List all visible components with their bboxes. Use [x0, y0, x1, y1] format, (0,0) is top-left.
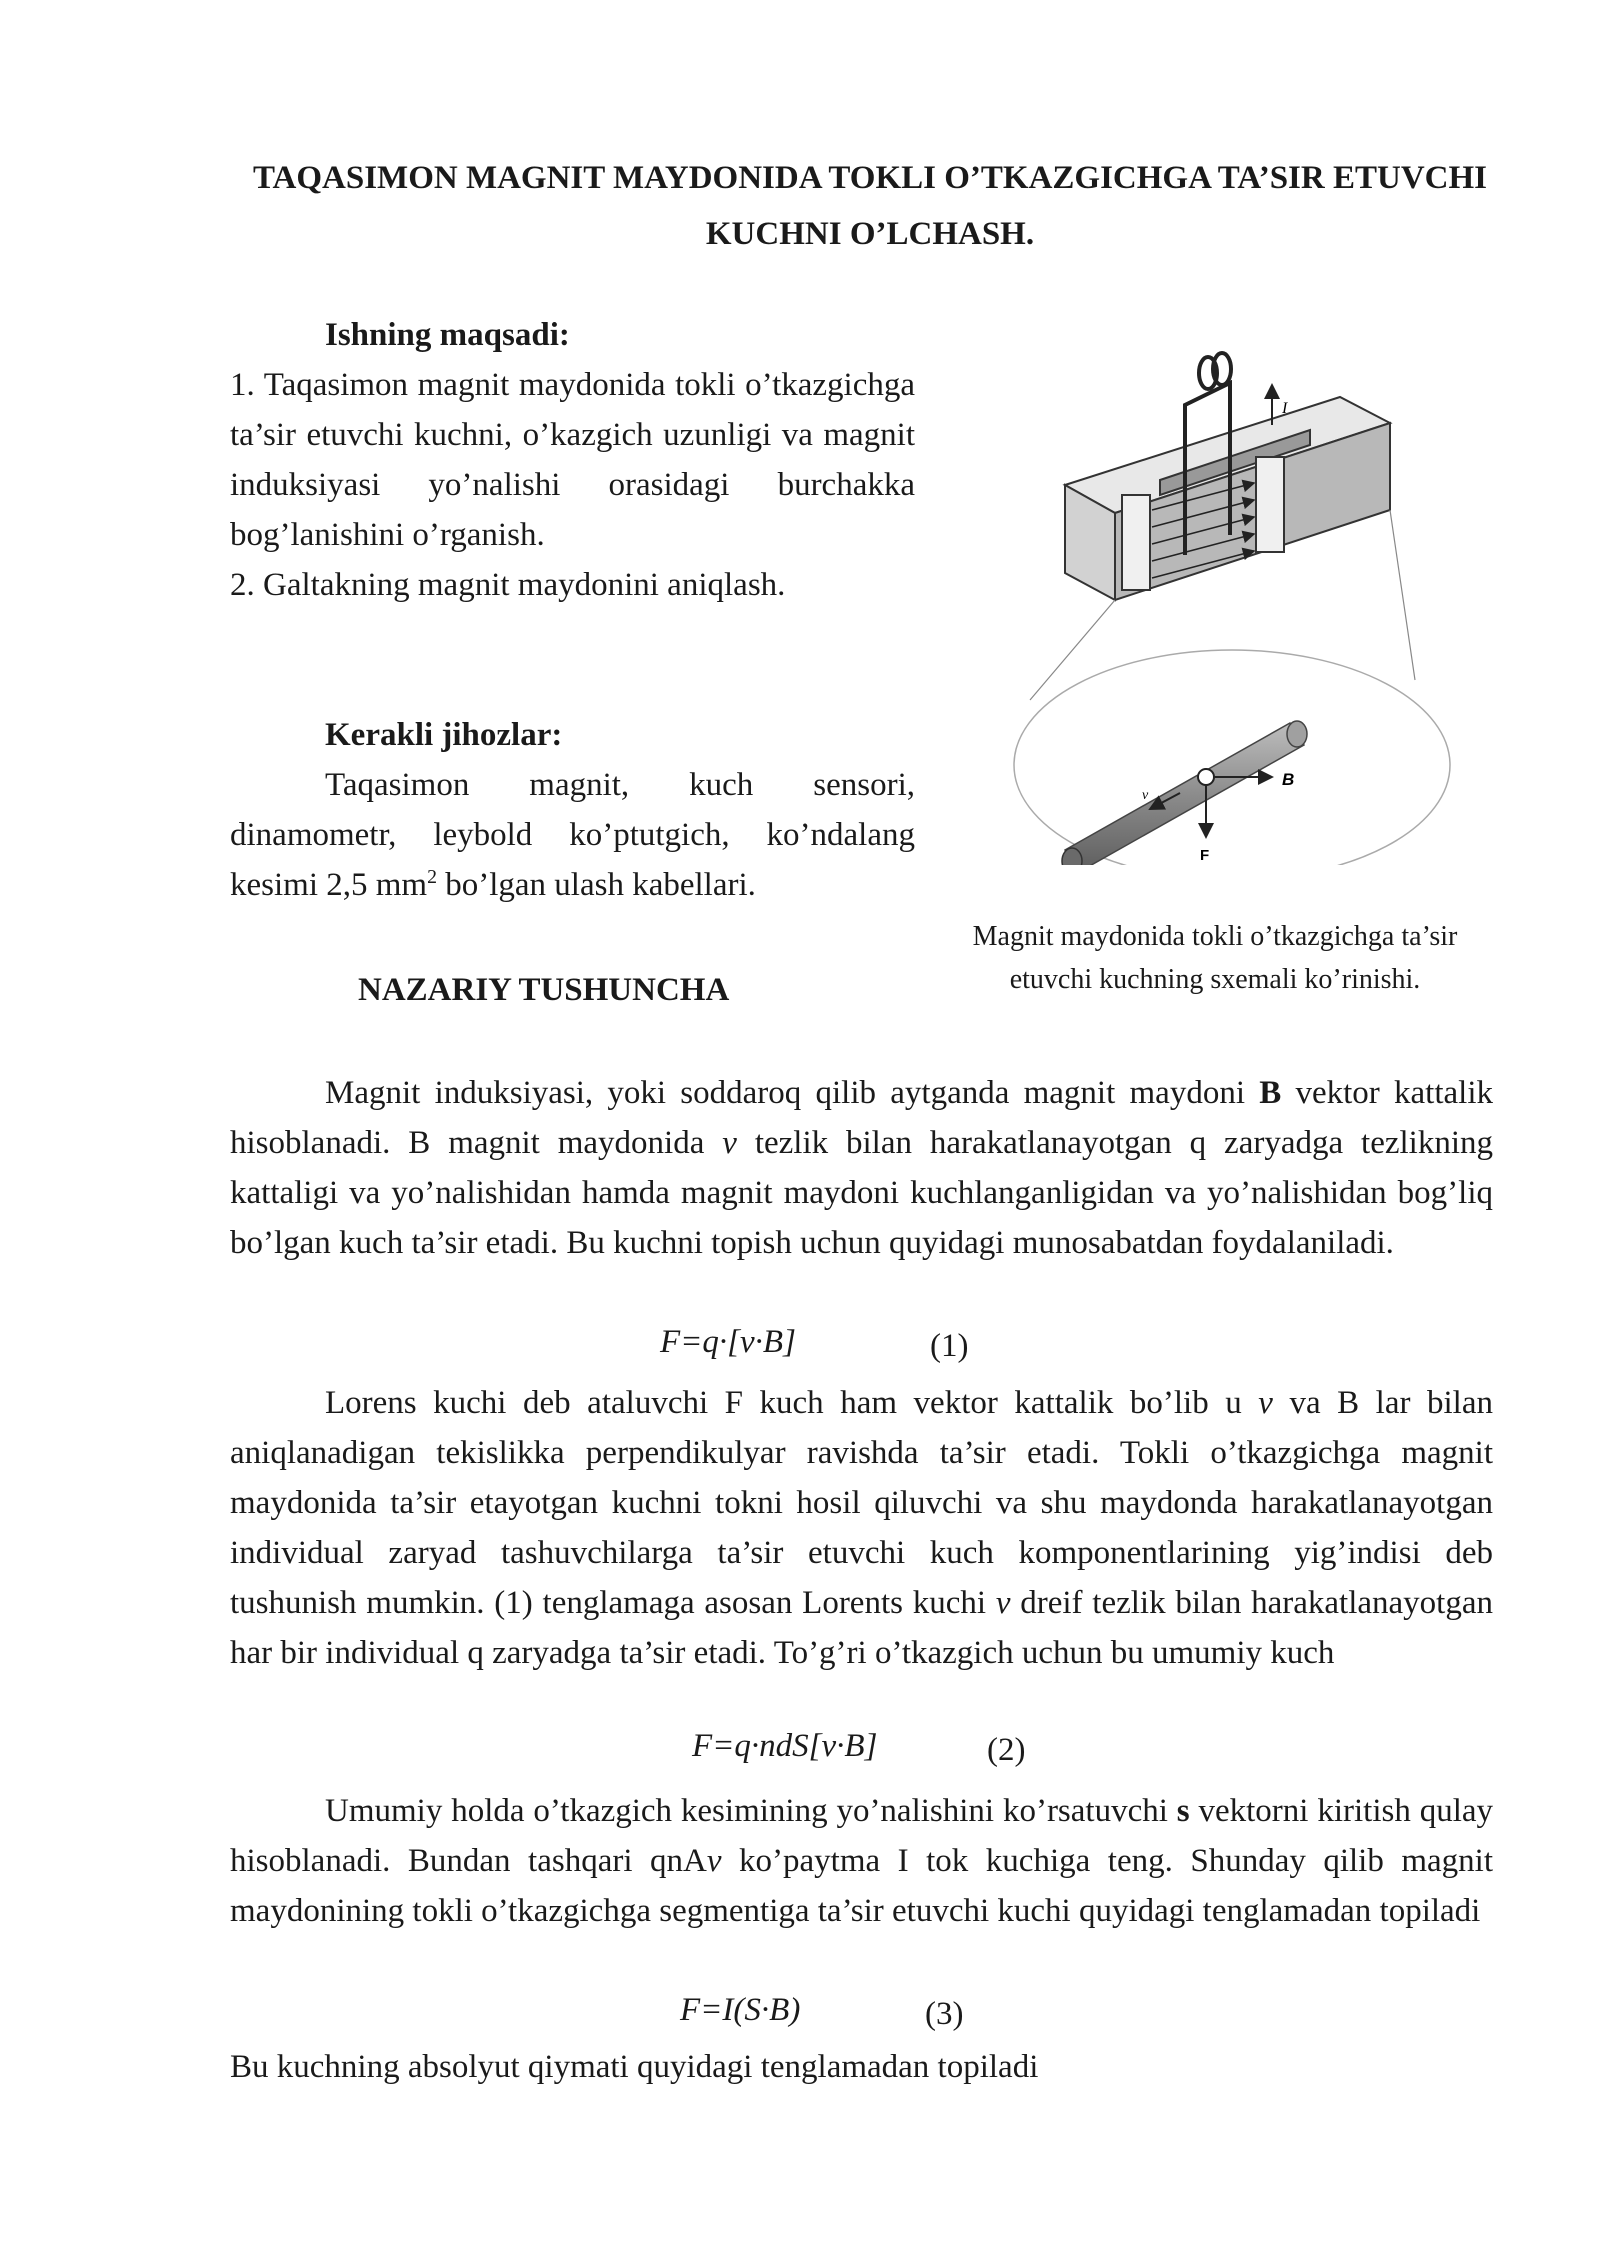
symbol-v: v	[995, 1585, 1011, 1621]
text-run: va B lar bilan aniqlanadigan tekislikka perpendikulyar ravishda ta’sir etadi. Tokli o’tkazgichga magnit maydonida ta’sir etayotgan kuchni tokni hosil qiluvchi va shu maydonda harakatlanayotgan individual zaryad tashuvchilarga ta’sir etuvchi kuch komponentlarining yig’indisi deb tushunish mumkin. (1) tenglamaga asosan Lorents kuchi	[230, 1385, 1493, 1621]
symbol-v: v	[706, 1843, 722, 1879]
aim-list	[230, 360, 915, 610]
equation-3	[680, 1988, 964, 2032]
text-run: tezlik bilan harakatlanayotgan q zaryadga tezlikning kattaligi va yo’nalishidan hamda magnit maydoni kuchlanganligidan va yo’nalishidan bog’liq bo’lgan kuch ta’sir etadi. Bu kuchni topish uchun quyidagi munosabatdan foydalaniladi.	[230, 1125, 1493, 1261]
zoom-line-left	[1030, 600, 1115, 700]
text-run: ko’paytma I tok kuchiga teng. Shunday qilib magnit maydonining tokli o’tkazgichga segmentiga ta’sir etuvchi kuchi quyidagi tenglamadan topiladi	[230, 1843, 1494, 1929]
equation-1-expression: F=q·[v·B]	[660, 1324, 796, 1360]
magnet-figure	[1010, 345, 1460, 865]
field-label: B	[1282, 770, 1295, 789]
symbol-s: s	[1176, 1793, 1190, 1829]
charge-point	[1198, 769, 1214, 785]
superscript-two: 2	[427, 866, 437, 888]
horseshoe-magnet	[1065, 397, 1390, 600]
zoom-line-right	[1390, 510, 1415, 680]
symbol-v: v	[722, 1125, 737, 1161]
equation-1-number: (1)	[930, 1328, 969, 1364]
equipment-text	[230, 760, 915, 910]
text-run: dreif tezlik bilan harakatlanayotgan har bir individual q zaryadga ta’sir etadi. To’g’ri o’tkazgich uchun bu umumiy kuch	[230, 1585, 1493, 1671]
text-run: vektor kattalik hisoblanadi. B magnit maydonida	[230, 1075, 1494, 1161]
theory-paragraph-3	[230, 1786, 1493, 1936]
text-run: Lorens kuchi deb ataluvchi F kuch ham vektor kattalik bo’lib u	[325, 1385, 1259, 1421]
text-run: Umumiy holda o’tkazgich kesimining yo’nalishini ko’rsatuvchi	[325, 1793, 1177, 1829]
aim-item: 2. Galtakning magnit maydonini aniqlash.	[230, 567, 786, 603]
aim-heading: Ishning maqsadi:	[325, 317, 570, 353]
equation-2-expression: F=q·ndS[v·B]	[692, 1728, 878, 1764]
equation-1	[660, 1320, 969, 1364]
theory-heading: NAZARIY TUSHUNCHA	[358, 972, 730, 1008]
equipment-text-end: bo’lgan ulash kabellari.	[436, 867, 756, 903]
aim-item: 1. Taqasimon magnit maydonida tokli o’tkazgichga ta’sir etuvchi kuchni, o’kazgich uzunligi va magnit induksiyasi yo’nalishi orasidagi burchakka bog’lanishini o’rganish.	[230, 367, 915, 553]
velocity-label: v	[1142, 788, 1149, 803]
equipment-text-main: Taqasimon magnit, kuch sensori, dinamometr, leybold ko’ptutgich, ko’ndalang kesimi 2,5 mm	[230, 767, 915, 903]
magnet-conductor-diagram	[1010, 345, 1460, 865]
page-title: TAQASIMON MAGNIT MAYDONIDA TOKLI O’TKAZGICHGA TA’SIR ETUVCHI KUCHNI O’LCHASH.	[252, 160, 1488, 252]
text-run: Magnit induksiyasi, yoki soddaroq qilib aytganda magnit maydoni	[325, 1075, 1260, 1111]
force-label: F	[1200, 847, 1210, 864]
figure-caption: Magnit maydonida tokli o’tkazgichga ta’sir etuvchi kuchning sxemali ko’rinishi.	[972, 921, 1458, 995]
symbol-v: v	[1258, 1385, 1273, 1421]
equipment-heading: Kerakli jihozlar:	[325, 717, 563, 753]
symbol-b: B	[1259, 1075, 1282, 1111]
conductor-segment	[1062, 721, 1307, 865]
text-run: vektorni kiritish qulay hisoblanadi. Bundan tashqari qnA	[230, 1793, 1494, 1879]
theory-paragraph-2	[230, 1378, 1493, 1678]
equation-3-number: (3)	[925, 1996, 964, 2032]
current-label: I	[1282, 400, 1288, 417]
equation-2	[692, 1724, 1026, 1768]
equation-3-expression: F=I(S·B)	[680, 1992, 801, 2028]
theory-paragraph-4: Bu kuchning absolyut qiymati quyidagi tenglamadan topiladi	[230, 2049, 1039, 2085]
theory-paragraph-1	[230, 1068, 1493, 1268]
equation-2-number: (2)	[987, 1732, 1026, 1768]
